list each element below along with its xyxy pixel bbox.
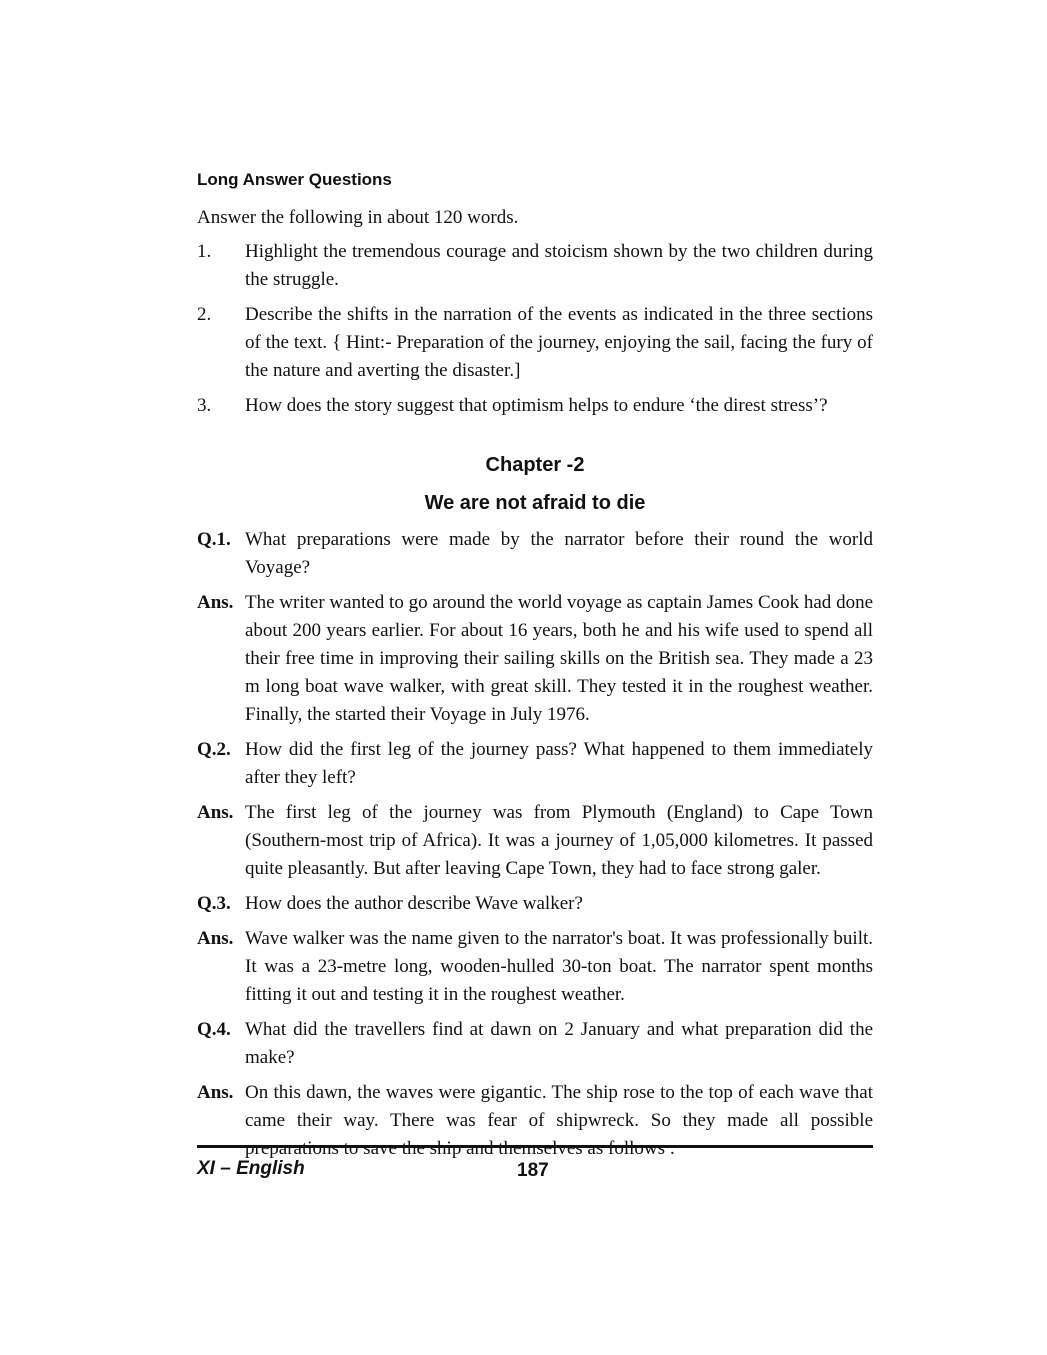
qa-label: Q.4. [197, 1019, 231, 1040]
qa-label: Q.3. [197, 893, 231, 914]
qa-question [197, 890, 873, 918]
qa-question [197, 526, 873, 582]
qa-label: Ans. [197, 1082, 234, 1103]
question-text: Highlight the tremendous courage and stoicism shown by the two children during the struggle. [245, 241, 873, 290]
qa-text: What preparations were made by the narrator before their round the world Voyage? [245, 529, 873, 578]
qa-text: How does the author describe Wave walker? [245, 893, 583, 914]
page-number: 187 [517, 1160, 549, 1181]
question-number: 1. [197, 241, 212, 262]
qa-answer [197, 925, 873, 1009]
page-footer [197, 1145, 873, 1188]
question-number: 3. [197, 395, 212, 416]
qa-label: Q.2. [197, 739, 231, 760]
qa-label: Ans. [197, 802, 234, 823]
qa-question [197, 736, 873, 792]
qa-text: On this dawn, the waves were gigantic. The ship rose to the top of each wave that came their way. There was fear of shipwreck. So they made all possible preparations to save the ship and themselves as follows : [245, 1082, 873, 1159]
qa-text: The first leg of the journey was from Plymouth (England) to Cape Town (Southern-most trip of Africa). It was a journey of 1,05,000 kilometres. It passed quite pleasantly. But after leaving Cape Town, they had to face strong galer. [245, 802, 873, 879]
page-content [197, 168, 873, 1170]
qa-text: What did the travellers find at dawn on 2 January and what preparation did the make? [245, 1019, 873, 1068]
qa-label: Q.1. [197, 529, 231, 550]
section-heading: Long Answer Questions [197, 170, 392, 189]
chapter-title: We are not afraid to die [424, 492, 646, 514]
qa-question [197, 1016, 873, 1072]
question-text: How does the story suggest that optimism helps to endure ‘the direst stress’? [245, 395, 828, 416]
footer-subject: XI – English [197, 1158, 305, 1179]
chapter-number: Chapter -2 [485, 454, 585, 476]
long-answer-question-list [197, 238, 873, 420]
question-item [197, 392, 873, 420]
qa-list [197, 526, 873, 1163]
qa-answer [197, 799, 873, 883]
qa-label: Ans. [197, 592, 234, 613]
qa-text: Wave walker was the name given to the narrator's boat. It was professionally built. It was a 23-metre long, wooden-hulled 30-ton boat. The narrator spent months fitting it out and testing it in the roughest weather. [245, 928, 873, 1005]
qa-text: The writer wanted to go around the world voyage as captain James Cook had done about 200 years earlier. For about 16 years, both he and his wife used to spend all their free time in improving their sailing skills on the British sea. They made a 23 m long boat wave walker, with great skill. They tested it in the roughest weather. Finally, the started their Voyage in July 1976. [245, 592, 873, 725]
question-item [197, 301, 873, 385]
question-item [197, 238, 873, 294]
qa-answer [197, 589, 873, 729]
qa-label: Ans. [197, 928, 234, 949]
instruction-text: Answer the following in about 120 words. [197, 207, 519, 228]
question-number: 2. [197, 304, 212, 325]
qa-text: How did the first leg of the journey pass? What happened to them immediately after they left? [245, 739, 873, 788]
question-text: Describe the shifts in the narration of the events as indicated in the three sections of the text. { Hint:- Preparation of the journey, enjoying the sail, facing the fury of the nature and averting the disaster.] [245, 304, 873, 381]
